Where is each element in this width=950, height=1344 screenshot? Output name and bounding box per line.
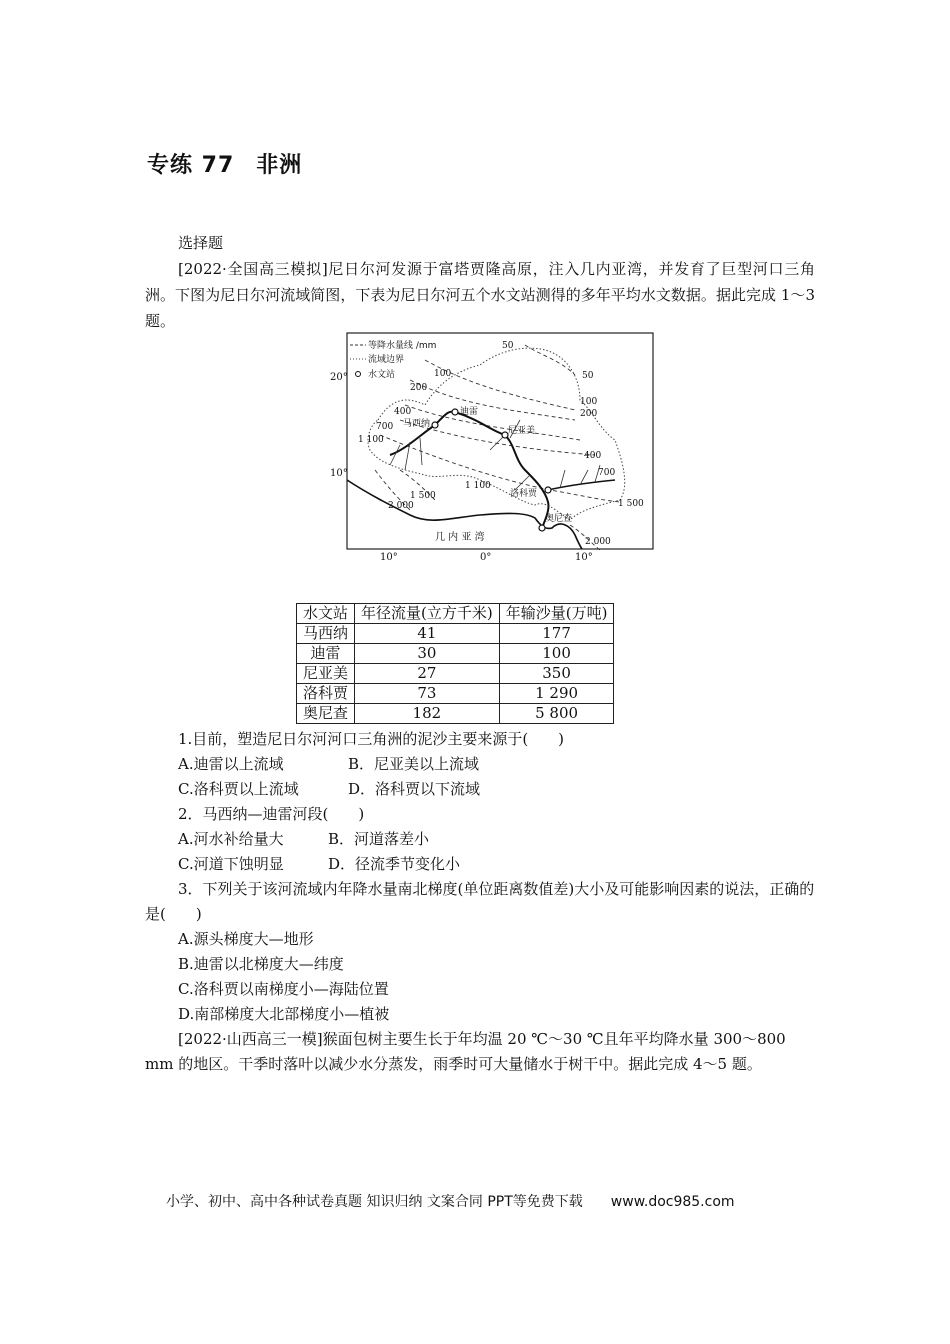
svg-text:1 500: 1 500 [410, 491, 436, 501]
svg-text:50: 50 [502, 341, 514, 351]
legend-isohyet: 等降水量线 /mm [368, 341, 437, 351]
table-row [297, 644, 614, 664]
svg-text:100: 100 [434, 369, 452, 379]
table-cell: 30 [355, 644, 500, 664]
table-row [297, 684, 614, 704]
page-title [147, 148, 302, 179]
table-cell: 41 [355, 624, 500, 644]
option-d: D．径流季节变化小 [328, 855, 461, 873]
table-cell: 马西纳 [297, 624, 355, 644]
option-a: A.迪雷以上流域 [178, 755, 284, 773]
map-frame [347, 333, 653, 549]
table-header: 年径流量(立方千米) [355, 604, 500, 624]
title-name: 非洲 [256, 153, 303, 178]
lon-label-0: 0° [480, 552, 492, 563]
label-macina: 马西纳 [403, 419, 431, 429]
svg-text:700: 700 [598, 468, 616, 478]
svg-text:200: 200 [410, 383, 428, 393]
option-b: B.迪雷以北梯度大—纬度 [178, 955, 344, 973]
isohyet-value-labels [358, 341, 644, 547]
label-onitsha: 奥尼查 [545, 514, 573, 524]
svg-text:100: 100 [580, 397, 598, 407]
svg-text:400: 400 [584, 451, 602, 461]
legend-station: 水文站 [368, 370, 396, 380]
station-onitsha [539, 525, 545, 531]
footer-url[interactable]: www.doc985.com [610, 1194, 735, 1210]
hydrology-table [296, 603, 614, 724]
question-3 [145, 877, 815, 1027]
option-a: A.河水补给量大 [178, 830, 284, 848]
label-gulf: 几 内 亚 湾 [435, 532, 485, 543]
legend-boundary: 流域边界 [368, 355, 405, 365]
table-header: 水文站 [297, 604, 355, 624]
table-cell: 73 [355, 684, 500, 704]
title-code: 专练 77 [147, 153, 235, 178]
svg-text:1 500: 1 500 [618, 499, 644, 509]
svg-text:200: 200 [580, 409, 598, 419]
table-cell: 182 [355, 704, 500, 724]
question-stem: 3．下列关于该河流域内年降水量南北梯度(单位距离数值差)大小及可能影响因素的说法，正确的是( ) [145, 880, 815, 923]
table-cell: 迪雷 [297, 644, 355, 664]
question-stem: 2．马西纳—迪雷河段( ) [178, 805, 365, 823]
label-dire: 迪雷 [460, 407, 479, 417]
page-footer [166, 1191, 735, 1211]
map-legend [350, 339, 436, 380]
table-header: 年输沙量(万吨) [499, 604, 614, 624]
svg-text:1 100: 1 100 [358, 435, 384, 445]
lat-label-10: 10° [330, 468, 348, 479]
option-c: C.洛科贾以南梯度小—海陆位置 [178, 980, 389, 998]
option-d: D．洛科贾以下流域 [348, 780, 481, 798]
label-niamey: 尼亚美 [508, 426, 536, 436]
svg-text:2 000: 2 000 [585, 537, 611, 547]
table-cell: 350 [499, 664, 614, 684]
niger-basin-map [330, 330, 644, 563]
option-d: D.南部梯度大北部梯度小—植被 [178, 1005, 390, 1023]
question-1 [145, 727, 815, 802]
station-dire [452, 409, 458, 415]
option-a: A.源头梯度大—地形 [178, 930, 314, 948]
station-macina [432, 422, 438, 428]
question-2 [145, 802, 815, 877]
option-b: B．尼亚美以上流域 [348, 755, 480, 773]
table-cell: 100 [499, 644, 614, 664]
svg-text:400: 400 [394, 407, 412, 417]
table-row [297, 624, 614, 644]
lat-label-20: 20° [330, 372, 348, 383]
table-row [297, 704, 614, 724]
table-cell: 洛科贾 [297, 684, 355, 704]
table-cell: 27 [355, 664, 500, 684]
footer-text: 小学、初中、高中各种试卷真题 知识归纳 文案合同 PPT等免费下载 [166, 1194, 583, 1210]
table-cell: 177 [499, 624, 614, 644]
label-lokoja: 洛科贾 [510, 489, 538, 499]
option-b: B．河道落差小 [328, 830, 430, 848]
lon-label-10e: 10° [575, 552, 593, 563]
intro-paragraph-1: [2022·全国高三模拟]尼日尔河发源于富塔贾隆高原，注入几内亚湾，并发育了巨型河口三角洲。下图为尼日尔河流域简图，下表为尼日尔河五个水文站测得的多年平均水文数据。据此完成 1～3 题。 [145, 260, 815, 330]
table-row [297, 664, 614, 684]
svg-text:2 000: 2 000 [388, 501, 414, 511]
svg-text:50: 50 [582, 371, 594, 381]
option-c: C.洛科贾以上流域 [178, 780, 299, 798]
table-cell: 奥尼查 [297, 704, 355, 724]
table-cell: 1 290 [499, 684, 614, 704]
option-c: C.河道下蚀明显 [178, 855, 284, 873]
table-cell: 5 800 [499, 704, 614, 724]
question-stem: 1.目前，塑造尼日尔河河口三角洲的泥沙主要来源于( ) [178, 730, 565, 748]
intro-paragraph-2: [2022·山西高三一模]猴面包树主要生长于年均温 20 ℃～30 ℃且年平均降水量 300～800 mm 的地区。干季时落叶以减少水分蒸发，雨季时可大量储水于树干中。据此完成 4～5 题。 [145, 1030, 786, 1073]
table-cell: 尼亚美 [297, 664, 355, 684]
svg-text:700: 700 [376, 422, 394, 432]
section-heading: 选择题 [178, 234, 224, 252]
svg-text:1 100: 1 100 [465, 481, 491, 491]
table-header-row [297, 604, 614, 624]
station-lokoja [545, 487, 551, 493]
lon-label-10w: 10° [380, 552, 398, 563]
